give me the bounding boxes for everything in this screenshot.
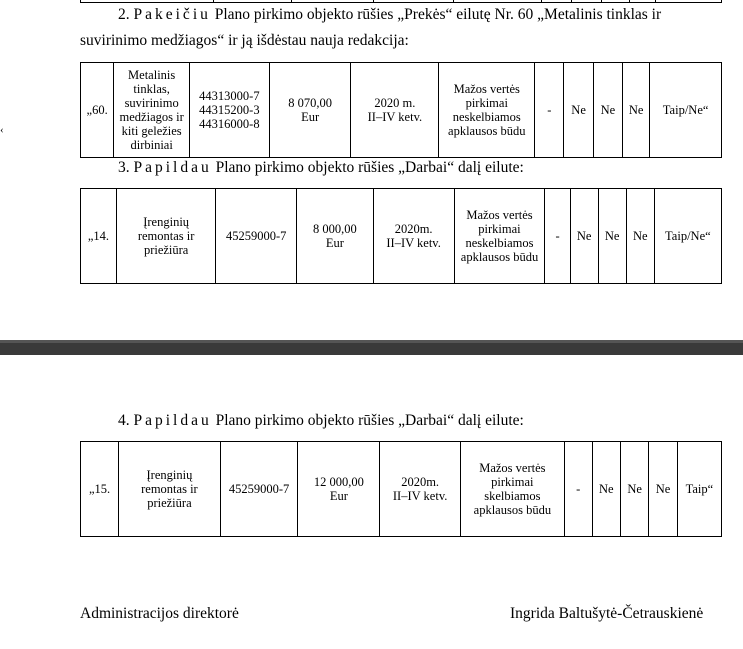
cell-ne-1: Ne <box>570 189 598 284</box>
signature-name: Ingrida Baltušytė-Četrauskienė <box>510 605 704 622</box>
cell-name: Įrenginių remontas ir priežiūra <box>119 442 221 537</box>
amendment-text-cont: suvirinimo medžiagos“ ir ją išdėstau nauja redakcija: <box>80 32 409 49</box>
amendment-2-paragraph <box>80 2 722 54</box>
cell-taip: Taip“ <box>677 442 721 537</box>
cell-value: 8 000,00 Eur <box>296 189 373 284</box>
amendment-number: 2. <box>118 6 130 23</box>
cell-method: Mažos vertės pirkimai neskelbiamos apklausos būdu <box>439 63 535 158</box>
amendment-number: 3. <box>118 159 130 176</box>
amendment-text: Plano pirkimo objekto rūšies „Darbai“ dalį eilute: <box>215 412 524 429</box>
cell-codes: 44313000-7 44315200-3 44316000-8 <box>190 63 270 158</box>
cell-ne-2: Ne <box>593 63 622 158</box>
page-separator <box>0 340 743 355</box>
cell-ne-1: Ne <box>592 442 620 537</box>
cell-value: 12 000,00 Eur <box>298 442 380 537</box>
amendment-4-paragraph <box>80 408 722 434</box>
cell-method: Mažos vertės pirkimai neskelbiamos apklausos būdu <box>454 189 545 284</box>
cell-ne-1: Ne <box>564 63 593 158</box>
table-row-60 <box>80 62 722 158</box>
cell-nr: „14. <box>81 189 117 284</box>
cell-method: Mažos vertės pirkimai skelbiamos apklausos būdu <box>460 442 564 537</box>
cell-nr: „60. <box>81 63 114 158</box>
cell-code: 45259000-7 <box>216 189 297 284</box>
signature-position: Administracijos direktorė <box>80 605 239 622</box>
cell-code: 45259000-7 <box>220 442 298 537</box>
cell-ne-3: Ne <box>622 63 649 158</box>
cell-dash: - <box>564 442 592 537</box>
amendment-text: Plano pirkimo objekto rūšies „Darbai“ dalį eilute: <box>215 159 524 176</box>
amendment-verb: Papildau <box>133 159 212 176</box>
cell-ne-3: Ne <box>649 442 677 537</box>
table-row-14 <box>80 188 722 284</box>
cell-ne-2: Ne <box>598 189 626 284</box>
amendment-verb: Papildau <box>133 412 212 429</box>
cell-taip-ne: Taip/Ne“ <box>650 63 722 158</box>
margin-mark: ‹ <box>0 124 4 136</box>
amendment-number: 4. <box>118 412 130 429</box>
amendment-verb: Pakeičiu <box>133 6 211 23</box>
amendment-3-paragraph <box>80 155 722 181</box>
amendment-text: Plano pirkimo objekto rūšies „Prekės“ eilutę Nr. 60 „Metalinis tinklas ir <box>214 6 662 23</box>
cell-dash: - <box>545 189 570 284</box>
table-row-15 <box>80 441 722 537</box>
cell-period: 2020m. II–IV ketv. <box>373 189 454 284</box>
cell-ne-3: Ne <box>626 189 654 284</box>
cell-dash: - <box>535 63 564 158</box>
cell-period: 2020m. II–IV ketv. <box>380 442 460 537</box>
cell-taip-ne: Taip/Ne“ <box>654 189 721 284</box>
cell-name: Įrenginių remontas ir priežiūra <box>116 189 216 284</box>
cell-ne-2: Ne <box>620 442 648 537</box>
cell-period: 2020 m. II–IV ketv. <box>351 63 439 158</box>
cell-nr: „15. <box>81 442 119 537</box>
cell-name: Metalinis tinklas, suvirinimo medžiagos ir kiti geležies dirbiniai <box>114 63 190 158</box>
cell-value: 8 070,00 Eur <box>269 63 351 158</box>
